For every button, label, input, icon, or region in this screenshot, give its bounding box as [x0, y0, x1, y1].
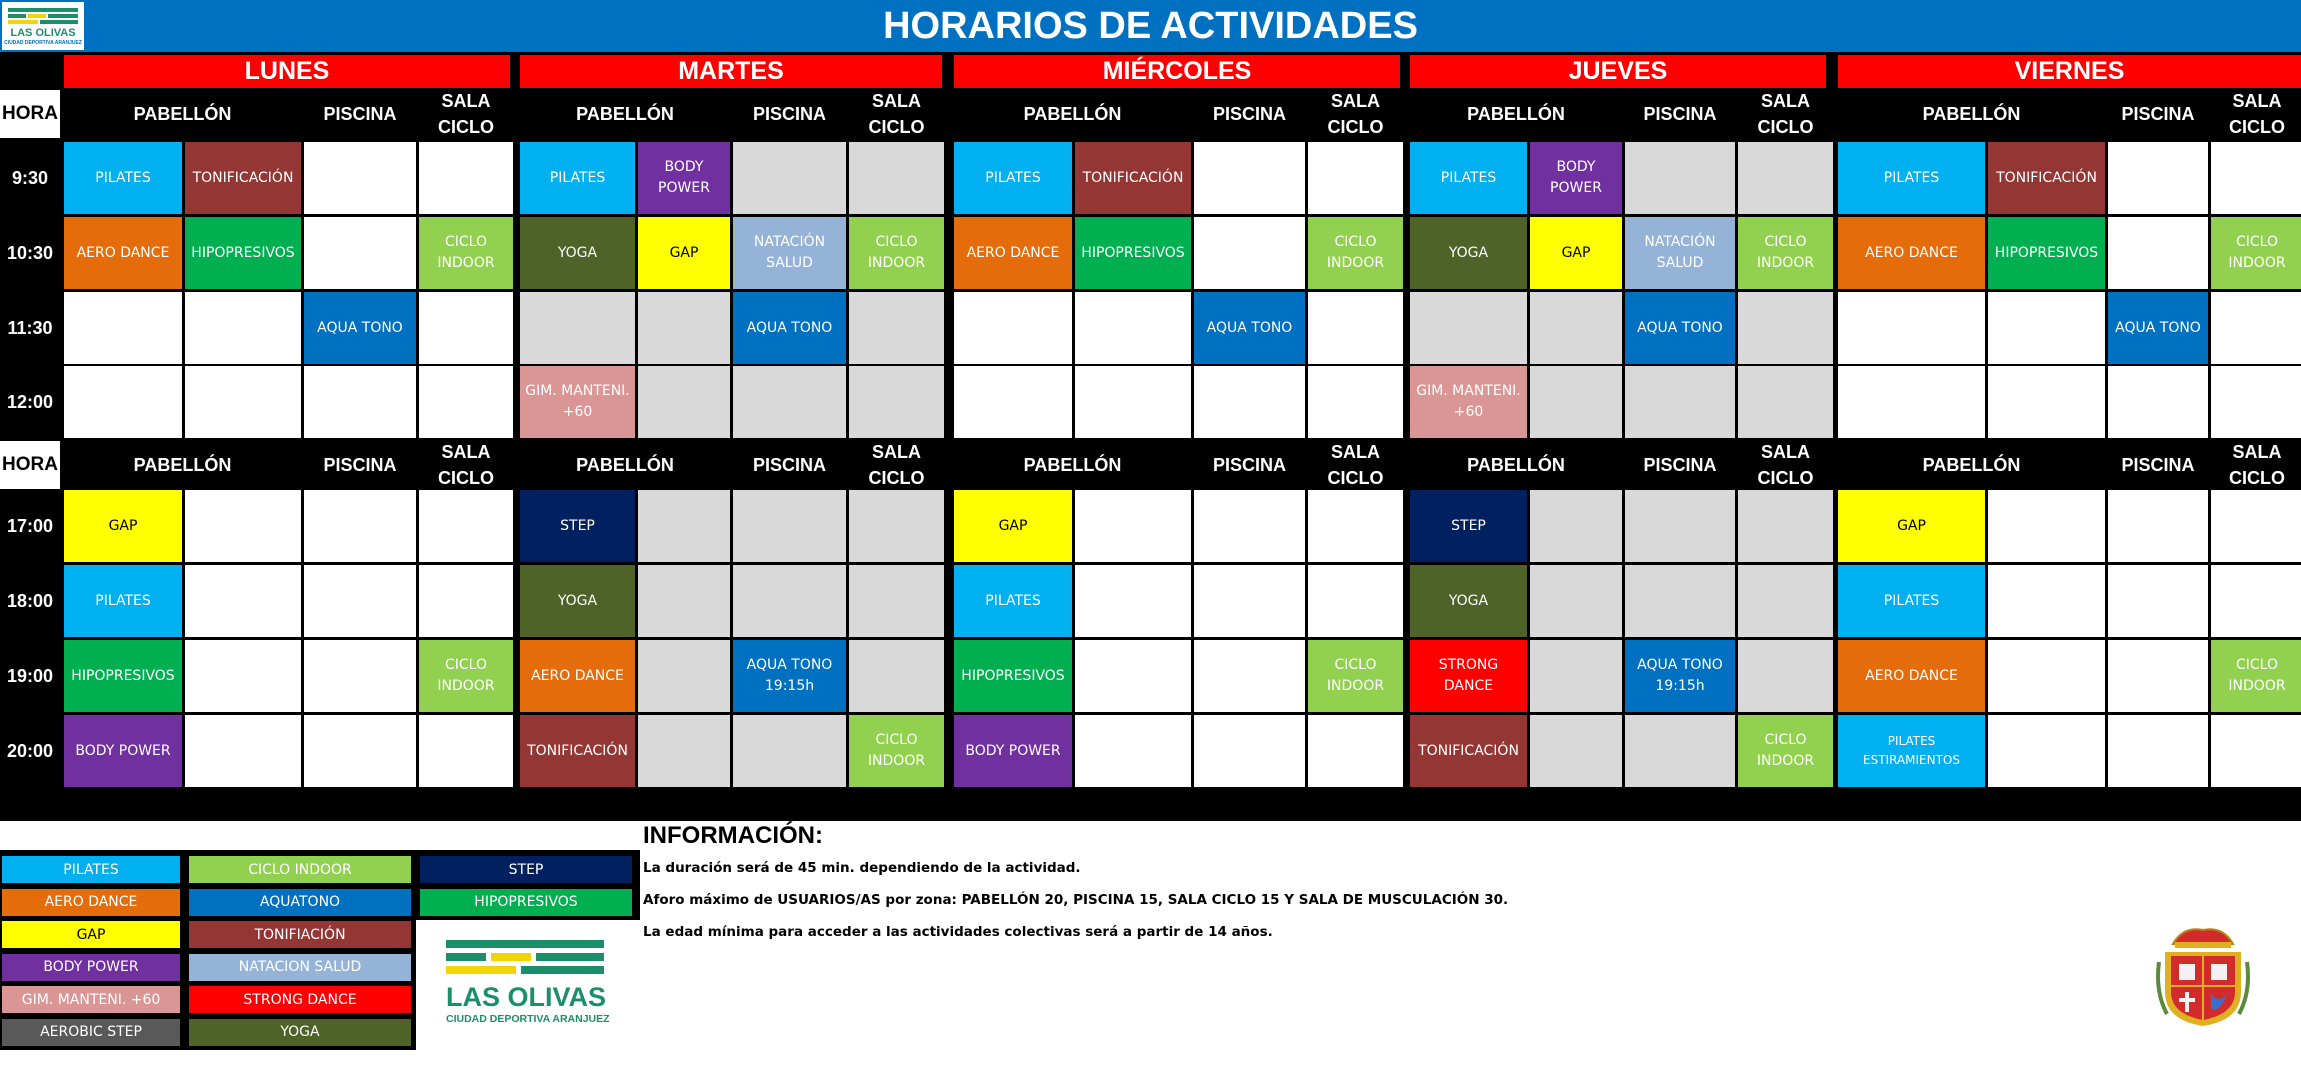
page-title: HORARIOS DE ACTIVIDADES	[883, 4, 1418, 47]
activity-cell: CICLO INDOOR	[2211, 640, 2301, 712]
activity-cell	[2108, 217, 2208, 289]
activity-cell	[304, 142, 416, 214]
hora-label: HORA	[0, 90, 60, 138]
activity-cell	[419, 565, 513, 637]
time-label: 18:00	[6, 590, 54, 611]
activity-cell	[638, 366, 730, 438]
time-label: 10:30	[6, 242, 54, 263]
zone-header-piscina: PISCINA	[752, 455, 826, 475]
zone-header-pabellon: PABELLÓN	[1922, 455, 2021, 475]
activity-cell: BODY POWER	[64, 715, 182, 787]
activity-cell: TONIFICACIÓN	[1410, 715, 1527, 787]
activity-cell: PILATES	[64, 565, 182, 637]
activity-cell	[185, 490, 301, 562]
activity-cell: AQUA TONO	[304, 292, 416, 364]
info-title: INFORMACIÓN:	[643, 822, 823, 849]
info-line-minimum-age: La edad mínima para acceder a las actividades colectivas será a partir de 14 años.	[643, 924, 1273, 940]
activity-cell: TONIFICACIÓN	[1988, 142, 2105, 214]
activity-cell	[2211, 142, 2301, 214]
activity-cell	[733, 366, 846, 438]
activity-cell	[1194, 217, 1305, 289]
activity-cell	[1075, 366, 1191, 438]
day-header: MIÉRCOLES	[954, 55, 1400, 88]
info-line-duration: La duración será de 45 min. dependiendo de la actividad.	[643, 860, 1081, 876]
zone-header-piscina: PISCINA	[1643, 455, 1717, 475]
zone-header-piscina: PISCINA	[2121, 455, 2195, 475]
svg-text:LAS OLIVAS: LAS OLIVAS	[446, 982, 607, 1012]
activity-cell: CICLO INDOOR	[1308, 640, 1403, 712]
activity-cell: AERO DANCE	[520, 640, 635, 712]
zone-header-sala-ciclo: SALA CICLO	[1757, 91, 1814, 137]
activity-cell: HIPOPRESIVOS	[1075, 217, 1191, 289]
activity-cell	[1530, 565, 1622, 637]
activity-cell: TONIFICACIÓN	[1075, 142, 1191, 214]
activity-cell	[1075, 715, 1191, 787]
activity-cell: CICLO INDOOR	[2211, 217, 2301, 289]
legend-item: YOGA	[189, 1019, 411, 1046]
zone-header-pabellon: PABELLÓN	[1922, 104, 2021, 124]
activity-cell	[1988, 565, 2105, 637]
activity-cell: STEP	[520, 490, 635, 562]
activity-cell	[64, 366, 182, 438]
activity-cell	[1738, 292, 1833, 364]
activity-cell: GAP	[638, 217, 730, 289]
activity-cell: AERO DANCE	[64, 217, 182, 289]
activity-cell: PILATES	[520, 142, 635, 214]
zone-header-piscina: PISCINA	[323, 104, 397, 124]
activity-cell: GAP	[64, 490, 182, 562]
activity-cell	[304, 366, 416, 438]
activity-cell	[733, 715, 846, 787]
activity-cell	[1530, 715, 1622, 787]
activity-cell	[2211, 565, 2301, 637]
zone-header-pabellon: PABELLÓN	[1467, 455, 1565, 475]
activity-cell	[1625, 366, 1735, 438]
activity-cell	[1530, 640, 1622, 712]
activity-cell	[185, 715, 301, 787]
legend-item: GAP	[2, 921, 180, 948]
activity-cell	[304, 640, 416, 712]
activity-cell: BODY POWER	[954, 715, 1072, 787]
activity-cell	[849, 565, 944, 637]
zone-header-piscina: PISCINA	[1212, 455, 1286, 475]
activity-cell: GAP	[1838, 490, 1985, 562]
zone-header-pabellon: PABELLÓN	[133, 104, 232, 124]
activity-cell: STRONG DANCE	[1410, 640, 1527, 712]
activity-cell	[2211, 366, 2301, 438]
activity-cell	[419, 366, 513, 438]
activity-cell: PILATES	[954, 565, 1072, 637]
activity-cell: TONIFICACIÓN	[185, 142, 301, 214]
activity-cell	[1075, 292, 1191, 364]
activity-cell: HIPOPRESIVOS	[1988, 217, 2105, 289]
activity-cell: AQUA TONO 19:15h	[733, 640, 846, 712]
zone-header-piscina: PISCINA	[1643, 104, 1717, 124]
activity-cell	[1625, 142, 1735, 214]
activity-cell	[1530, 366, 1622, 438]
activity-cell	[849, 366, 944, 438]
activity-cell: BODY POWER	[1530, 142, 1622, 214]
activity-cell	[185, 565, 301, 637]
activity-cell	[638, 565, 730, 637]
activity-cell	[419, 490, 513, 562]
day-header: LUNES	[64, 55, 510, 88]
time-label: 9:30	[11, 167, 49, 188]
activity-cell	[2108, 142, 2208, 214]
activity-cell: AERO DANCE	[954, 217, 1072, 289]
day-header: MARTES	[520, 55, 942, 88]
activity-cell	[954, 366, 1072, 438]
zone-header-pabellon: PABELLÓN	[1467, 104, 1565, 124]
activity-cell	[419, 142, 513, 214]
zone-header-piscina: PISCINA	[323, 455, 397, 475]
activity-cell	[1308, 292, 1403, 364]
activity-cell	[2108, 490, 2208, 562]
activity-cell: GAP	[1530, 217, 1622, 289]
svg-text:CIUDAD DEPORTIVA ARANJUEZ: CIUDAD DEPORTIVA ARANJUEZ	[446, 1013, 610, 1025]
zone-header-sala-ciclo: SALA CICLO	[2229, 442, 2285, 488]
activity-cell: CICLO INDOOR	[419, 217, 513, 289]
activity-cell	[1194, 640, 1305, 712]
time-label: 19:00	[6, 665, 54, 686]
activity-cell	[1988, 640, 2105, 712]
activity-cell	[849, 490, 944, 562]
activity-cell	[2211, 715, 2301, 787]
activity-cell	[1625, 715, 1735, 787]
activity-cell	[1738, 490, 1833, 562]
activity-cell: GIM. MANTENI. +60	[1410, 366, 1527, 438]
activity-cell: YOGA	[520, 217, 635, 289]
legend-item: AQUATONO	[189, 889, 411, 916]
legend-item: AEROBIC STEP	[2, 1019, 180, 1046]
activity-cell	[520, 292, 635, 364]
las-olivas-logo-icon	[2, 2, 84, 50]
activity-cell	[2108, 715, 2208, 787]
zone-header-sala-ciclo: SALA CICLO	[868, 442, 925, 488]
hora-label: HORA	[0, 441, 60, 489]
activity-cell: HIPOPRESIVOS	[954, 640, 1072, 712]
activity-cell	[2108, 366, 2208, 438]
legend-item: NATACION SALUD	[189, 954, 411, 981]
activity-cell	[185, 366, 301, 438]
activity-cell	[1988, 366, 2105, 438]
activity-cell	[419, 292, 513, 364]
las-olivas-logo-icon	[446, 930, 616, 1030]
activity-cell: HIPOPRESIVOS	[185, 217, 301, 289]
zone-header-sala-ciclo: SALA CICLO	[1757, 442, 1814, 488]
activity-cell: AQUA TONO	[733, 292, 846, 364]
day-header: JUEVES	[1410, 55, 1826, 88]
activity-cell	[1410, 292, 1527, 364]
legend-item: BODY POWER	[2, 954, 180, 981]
activity-cell	[733, 565, 846, 637]
activity-cell	[304, 490, 416, 562]
activity-cell	[419, 715, 513, 787]
activity-cell: AERO DANCE	[1838, 217, 1985, 289]
activity-cell	[1308, 142, 1403, 214]
activity-cell	[1308, 565, 1403, 637]
activity-cell	[185, 292, 301, 364]
activity-cell: YOGA	[1410, 565, 1527, 637]
activity-cell: CICLO INDOOR	[1738, 217, 1833, 289]
zone-header-piscina: PISCINA	[1212, 104, 1286, 124]
activity-cell: CICLO INDOOR	[419, 640, 513, 712]
activity-cell	[1075, 565, 1191, 637]
time-label: 20:00	[6, 740, 54, 761]
activity-cell: PILATES	[954, 142, 1072, 214]
activity-cell	[1738, 640, 1833, 712]
time-label: 17:00	[6, 515, 54, 536]
zone-header-piscina: PISCINA	[752, 104, 826, 124]
activity-cell	[1988, 715, 2105, 787]
activity-cell	[849, 640, 944, 712]
activity-cell	[304, 715, 416, 787]
activity-cell: YOGA	[1410, 217, 1527, 289]
activity-cell	[185, 640, 301, 712]
activity-cell	[638, 715, 730, 787]
zone-header-pabellon: PABELLÓN	[1023, 455, 1122, 475]
legend-item: GIM. MANTENI. +60	[2, 986, 180, 1013]
activity-cell	[1194, 142, 1305, 214]
activity-cell	[1194, 565, 1305, 637]
activity-cell: HIPOPRESIVOS	[64, 640, 182, 712]
activity-cell: GAP	[954, 490, 1072, 562]
legend-item: STEP	[420, 856, 632, 883]
activity-cell: AQUA TONO	[1194, 292, 1305, 364]
activity-cell	[849, 142, 944, 214]
zone-header-sala-ciclo: SALA CICLO	[1327, 442, 1384, 488]
activity-cell: STEP	[1410, 490, 1527, 562]
activity-cell: AQUA TONO	[1625, 292, 1735, 364]
activity-cell	[1738, 565, 1833, 637]
activity-cell: PILATES	[1838, 142, 1985, 214]
activity-cell	[2211, 490, 2301, 562]
time-label: 12:00	[6, 391, 54, 412]
time-label: 11:30	[7, 317, 53, 338]
activity-cell: NATACIÓN SALUD	[1625, 217, 1735, 289]
activity-cell: CICLO INDOOR	[849, 217, 944, 289]
activity-cell	[2108, 640, 2208, 712]
activity-cell: PILATES	[1410, 142, 1527, 214]
zone-header-sala-ciclo: SALA CICLO	[438, 442, 494, 488]
activity-cell	[1075, 640, 1191, 712]
activity-cell	[64, 292, 182, 364]
activity-cell	[1308, 490, 1403, 562]
activity-cell	[849, 292, 944, 364]
activity-cell	[638, 490, 730, 562]
activity-cell: AERO DANCE	[1838, 640, 1985, 712]
activity-cell	[733, 490, 846, 562]
info-line-capacity: Aforo máximo de USUARIOS/AS por zona: PABELLÓN 20, PISCINA 15, SALA CICLO 15 Y SALA DE MUSCULACIÓN 30.	[643, 892, 1509, 908]
activity-cell	[1988, 292, 2105, 364]
activity-cell: GIM. MANTENI. +60	[520, 366, 635, 438]
activity-cell: CICLO INDOOR	[849, 715, 944, 787]
activity-cell	[638, 640, 730, 712]
zone-header-pabellon: PABELLÓN	[576, 455, 674, 475]
activity-cell	[1838, 292, 1985, 364]
activity-cell: NATACIÓN SALUD	[733, 217, 846, 289]
activity-cell	[1194, 715, 1305, 787]
activity-cell	[1838, 366, 1985, 438]
legend-item: TONIFIACIÓN	[189, 921, 411, 948]
activity-cell	[304, 217, 416, 289]
town-crest-icon	[2153, 922, 2253, 1032]
activity-cell	[1988, 490, 2105, 562]
activity-cell: CICLO INDOOR	[1308, 217, 1403, 289]
legend-item: PILATES	[2, 856, 180, 883]
activity-cell	[1530, 490, 1622, 562]
legend-item: AERO DANCE	[2, 889, 180, 916]
activity-cell: TONIFICACIÓN	[520, 715, 635, 787]
activity-cell	[954, 292, 1072, 364]
legend-item: STRONG DANCE	[189, 986, 411, 1013]
activity-cell	[304, 565, 416, 637]
bottom-logo	[446, 930, 616, 1030]
legend-item: HIPOPRESIVOS	[420, 889, 632, 916]
activity-cell: PILATES	[64, 142, 182, 214]
zone-header-pabellon: PABELLÓN	[133, 455, 232, 475]
activity-cell	[1075, 490, 1191, 562]
activity-cell: BODY POWER	[638, 142, 730, 214]
zone-header-piscina: PISCINA	[2121, 104, 2195, 124]
activity-cell	[1625, 565, 1735, 637]
header-logo	[2, 2, 84, 50]
zone-header-sala-ciclo: SALA CICLO	[2229, 91, 2285, 137]
activity-cell: CICLO INDOOR	[1738, 715, 1833, 787]
activity-cell: PILATES	[1838, 565, 1985, 637]
activity-cell	[1625, 490, 1735, 562]
activity-cell	[1194, 490, 1305, 562]
svg-text:CIUDAD DEPORTIVA ARANJUEZ: CIUDAD DEPORTIVA ARANJUEZ	[4, 40, 82, 46]
zone-header-sala-ciclo: SALA CICLO	[1327, 91, 1384, 137]
activity-cell: PILATES ESTIRAMIENTOS	[1838, 715, 1985, 787]
zone-header-sala-ciclo: SALA CICLO	[868, 91, 925, 137]
zone-header-sala-ciclo: SALA CICLO	[438, 91, 494, 137]
zone-header-pabellon: PABELLÓN	[576, 104, 674, 124]
legend-item: CICLO INDOOR	[189, 856, 411, 883]
activity-cell: YOGA	[520, 565, 635, 637]
activity-cell	[1738, 366, 1833, 438]
activity-cell	[733, 142, 846, 214]
activity-cell	[1738, 142, 1833, 214]
activity-cell	[1308, 366, 1403, 438]
svg-text:LAS OLIVAS: LAS OLIVAS	[10, 27, 76, 39]
activity-cell	[2211, 292, 2301, 364]
activity-cell: AQUA TONO	[2108, 292, 2208, 364]
activity-cell	[1530, 292, 1622, 364]
activity-cell	[1194, 366, 1305, 438]
activity-cell	[638, 292, 730, 364]
activity-cell: AQUA TONO 19:15h	[1625, 640, 1735, 712]
zone-header-pabellon: PABELLÓN	[1023, 104, 1122, 124]
activity-cell	[2108, 565, 2208, 637]
activity-cell	[1308, 715, 1403, 787]
day-header: VIERNES	[1838, 55, 2301, 88]
